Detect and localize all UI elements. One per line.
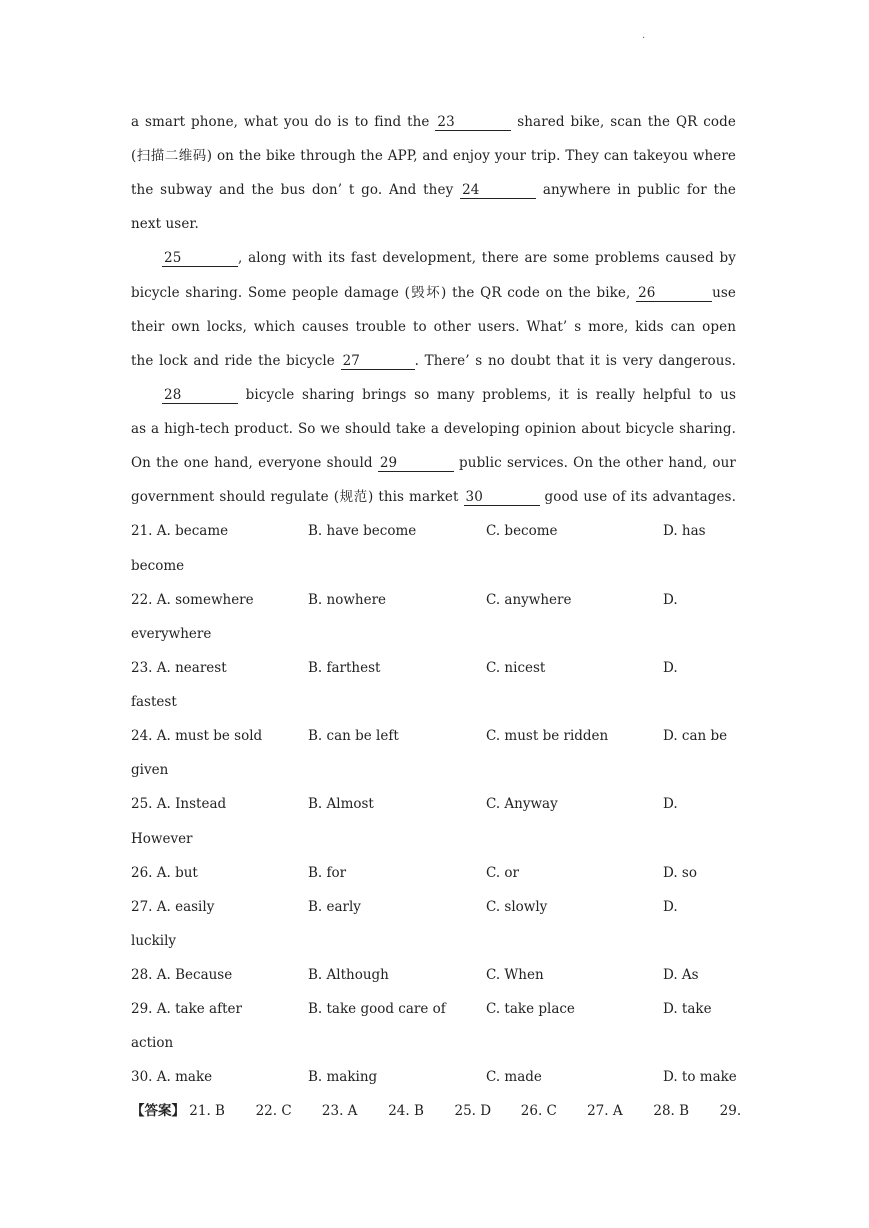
answer-item: 28. B	[653, 1103, 690, 1119]
passage-line: 28 bicycle sharing brings so many problems, it is really helpful to us	[164, 387, 736, 403]
passage-line: next user.	[131, 216, 199, 232]
option-a: 30. A. make	[131, 1069, 213, 1085]
option-c: C. anywhere	[486, 592, 572, 608]
answer-item: 23. A	[321, 1103, 358, 1119]
option-d-wrap: luckily	[131, 933, 177, 949]
passage-line: the subway and the bus don’ t go. And they 24 anywhere in public for the	[131, 182, 736, 198]
answer-item: 26. C	[520, 1103, 557, 1119]
option-a: 25. A. Instead	[131, 796, 227, 812]
answer-item: 22. C	[255, 1103, 292, 1119]
answer-item: 25. D	[454, 1103, 492, 1119]
blank-25: 25	[162, 250, 238, 267]
passage-line: bicycle sharing. Some people damage (毁坏) the QR code on the bike, 26 use	[131, 285, 736, 301]
option-d-wrap: fastest	[131, 694, 177, 710]
page-mark: .	[642, 30, 646, 41]
option-d: D.	[663, 592, 678, 608]
answer-label: 【答案】	[131, 1103, 185, 1119]
option-c: C. or	[486, 865, 520, 881]
option-a: 28. A. Because	[131, 967, 233, 983]
option-d-wrap: action	[131, 1035, 174, 1051]
option-d: D.	[663, 660, 678, 676]
option-c: C. slowly	[486, 899, 548, 915]
option-a: 23. A. nearest	[131, 660, 227, 676]
blank-23: 23	[435, 114, 511, 131]
option-b: B. take good care of	[308, 1001, 446, 1017]
option-c: C. made	[486, 1069, 542, 1085]
option-b: B. early	[308, 899, 361, 915]
option-c: C. become	[486, 523, 558, 539]
option-c: C. When	[486, 967, 544, 983]
passage-line: (扫描二维码) on the bike through the APP, and enjoy your trip. They can takeyou where	[131, 148, 736, 164]
option-d: D. has	[663, 523, 706, 539]
option-c: C. must be ridden	[486, 728, 609, 744]
option-b: B. nowhere	[308, 592, 387, 608]
option-d: D.	[663, 899, 678, 915]
option-d: D. to make	[663, 1069, 737, 1085]
passage-line: the lock and ride the bicycle 27 . There’ s no doubt that it is very dangerous.	[131, 353, 736, 369]
passage-line: government should regulate (规范) this market 30 good use of its advantages.	[131, 489, 736, 505]
option-b: B. making	[308, 1069, 378, 1085]
option-d-wrap: become	[131, 558, 185, 574]
option-c: C. nicest	[486, 660, 546, 676]
passage-line: On the one hand, everyone should 29 public services. On the other hand, our	[131, 455, 736, 471]
answer-item: 21. B	[189, 1103, 225, 1119]
passage-line: 25 , along with its fast development, there are some problems caused by	[164, 250, 736, 266]
option-c: C. take place	[486, 1001, 575, 1017]
answer-line	[131, 1101, 741, 1121]
option-d-wrap: everywhere	[131, 626, 212, 642]
option-d: D.	[663, 796, 678, 812]
option-a: 26. A. but	[131, 865, 198, 881]
passage-line: their own locks, which causes trouble to other users. What’ s more, kids can open	[131, 319, 736, 335]
option-a: 22. A. somewhere	[131, 592, 254, 608]
answer-item: 24. B	[388, 1103, 424, 1119]
option-a: 21. A. became	[131, 523, 229, 539]
option-b: B. farthest	[308, 660, 381, 676]
option-b: B. have become	[308, 523, 417, 539]
option-d: D. can be	[663, 728, 728, 744]
blank-27: 27	[341, 353, 415, 370]
blank-30: 30	[464, 489, 540, 506]
answer-item: 29.	[719, 1103, 742, 1119]
option-d-wrap: given	[131, 762, 169, 778]
option-b: B. Although	[308, 967, 389, 983]
option-b: B. can be left	[308, 728, 399, 744]
passage-line: as a high-tech product. So we should take a developing opinion about bicycle sharing.	[131, 421, 736, 437]
option-d: D. As	[663, 967, 699, 983]
passage-line: a smart phone, what you do is to find the 23 shared bike, scan the QR code	[131, 114, 736, 130]
blank-28: 28	[162, 387, 238, 404]
option-a: 24. A. must be sold	[131, 728, 263, 744]
answer-item: 27. A	[587, 1103, 623, 1119]
option-c: C. Anyway	[486, 796, 558, 812]
option-a: 29. A. take after	[131, 1001, 242, 1017]
option-d-wrap: However	[131, 831, 193, 847]
option-a: 27. A. easily	[131, 899, 215, 915]
option-d: D. so	[663, 865, 697, 881]
option-b: B. for	[308, 865, 347, 881]
blank-26: 26	[636, 285, 712, 302]
option-d: D. take	[663, 1001, 712, 1017]
blank-24: 24	[460, 182, 536, 199]
option-b: B. Almost	[308, 796, 374, 812]
blank-29: 29	[378, 455, 454, 472]
